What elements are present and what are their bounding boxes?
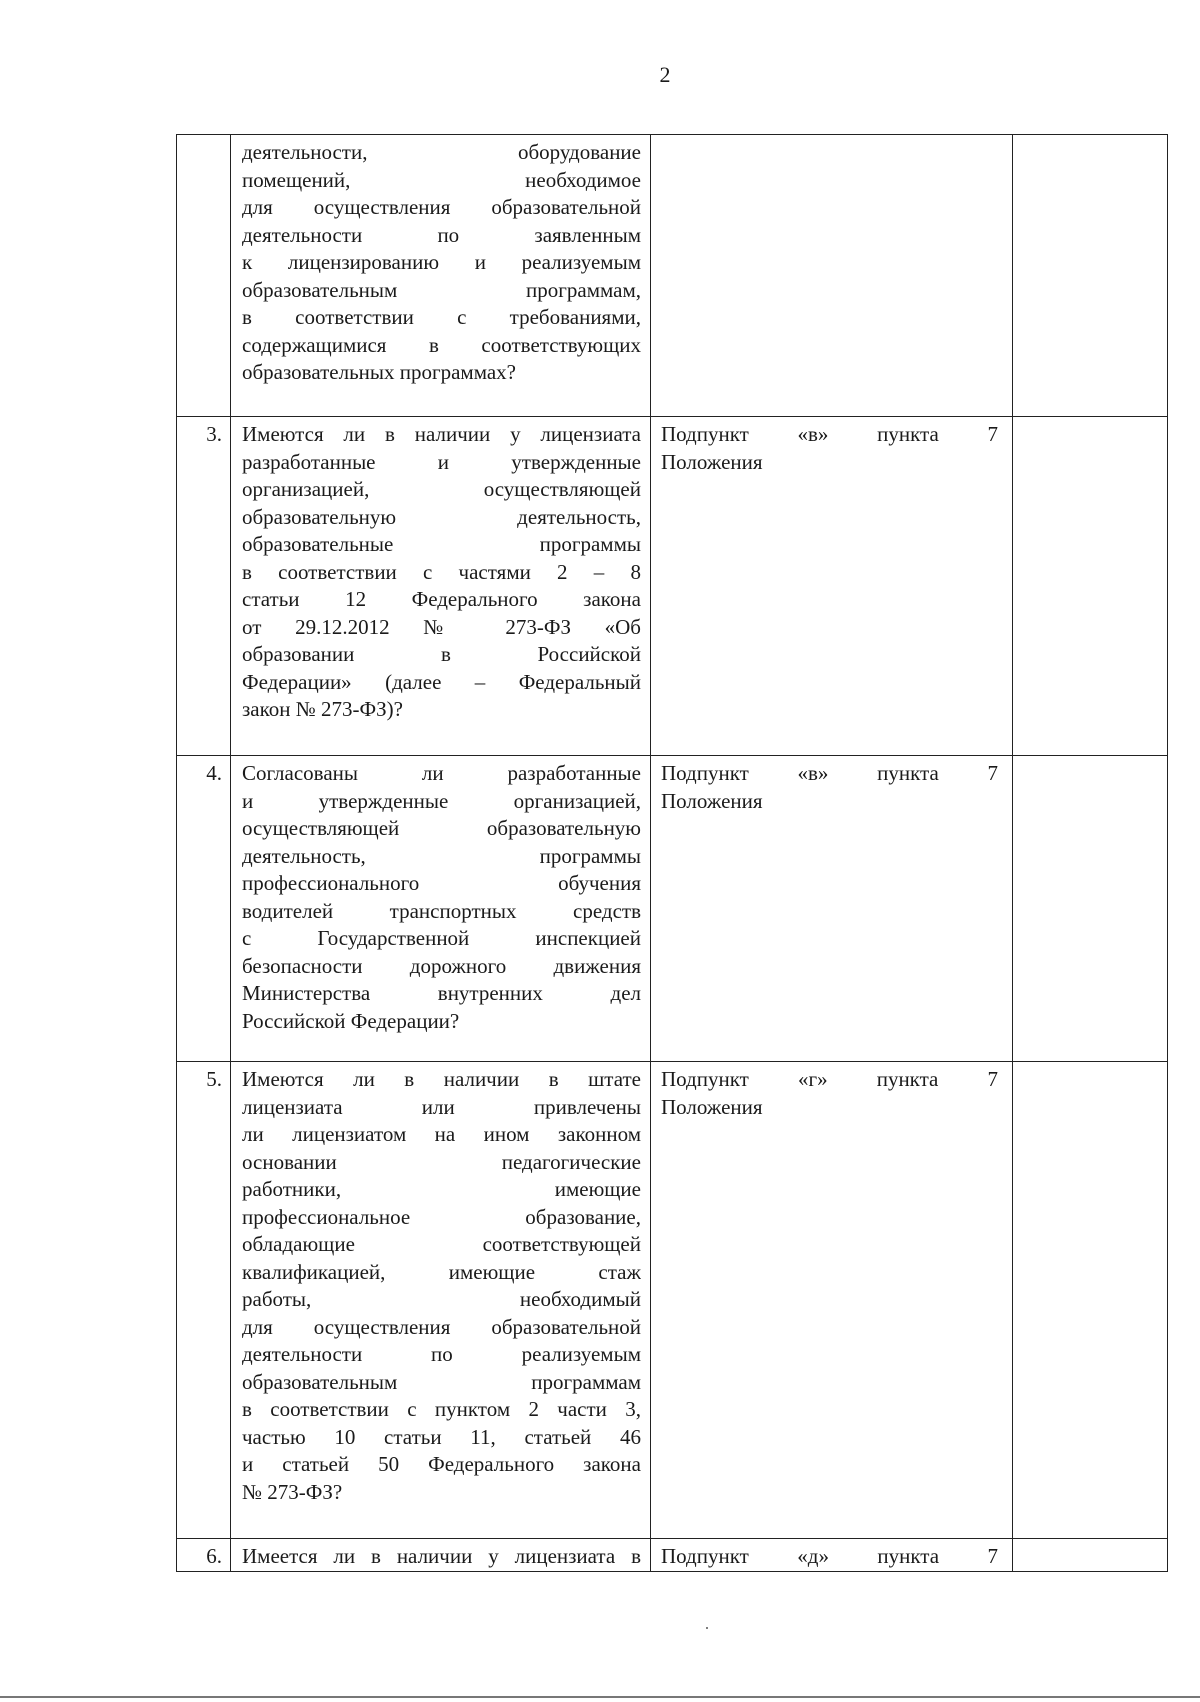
question-line: профессионального обучения	[242, 871, 641, 895]
reference-word: «в»	[797, 422, 829, 446]
reference-word: 7	[987, 422, 998, 446]
question-line: осуществляющей образовательную	[242, 816, 641, 840]
question-line: Министерства внутренних дел	[242, 981, 641, 1005]
question-line: для осуществления образовательной	[242, 1314, 641, 1339]
question-cell	[231, 756, 651, 1062]
question-line: в соответствии с требованиями,	[242, 305, 641, 329]
question-line: водителей транспортных средств	[242, 898, 641, 923]
question-line: обладающие соответствующей	[242, 1232, 641, 1256]
table-row	[177, 756, 1168, 1062]
question-line: Согласованы ли разработанные	[242, 761, 641, 785]
page-number: 2	[659, 62, 671, 87]
question-line: от 29.12.2012 № 273-ФЗ «Об	[242, 614, 641, 639]
question-line: безопасности дорожного движения	[242, 953, 641, 978]
reference-word: «г»	[797, 1067, 828, 1091]
question-line: и статьей 50 Федерального закона	[242, 1452, 641, 1476]
question-line: закон № 273-ФЗ)?	[242, 697, 403, 721]
question-line: содержащимися в соответствующих	[242, 332, 641, 357]
question-line: № 273-ФЗ?	[242, 1479, 343, 1504]
row-number: 6.	[177, 1539, 231, 1572]
row-number: 5.	[177, 1062, 231, 1539]
question-line: статьи 12 Федерального закона	[242, 587, 641, 611]
reference-cell	[651, 417, 1013, 756]
question-line: деятельности по реализуемым	[242, 1342, 641, 1366]
question-line: деятельности, оборудование	[242, 140, 641, 164]
question-line: ли лицензиатом на ином законном	[242, 1122, 641, 1146]
question-line: образовательных программах?	[242, 360, 516, 384]
question-line: в соответствии с частями 2 – 8	[242, 559, 641, 584]
reference-word: 7	[987, 761, 998, 785]
question-line: Федерации» (далее – Федеральный	[242, 669, 641, 694]
question-line: разработанные и утвержденные	[242, 449, 641, 474]
question-line: образовательные программы	[242, 532, 641, 556]
question-line: Имеются ли в наличии в штате	[242, 1067, 641, 1091]
reference-word: пункта	[876, 1067, 939, 1091]
question-line: Имеются ли в наличии у лицензиата	[242, 422, 641, 446]
question-line: с Государственной инспекцией	[242, 926, 641, 950]
row-number: 4.	[177, 756, 231, 1062]
question-line: в соответствии с пунктом 2 части 3,	[242, 1397, 641, 1421]
question-line: квалификацией, имеющие стаж	[242, 1259, 641, 1284]
reference-line	[661, 1543, 998, 1571]
question-line: образовательную деятельность,	[242, 504, 641, 529]
question-cell	[231, 1062, 651, 1539]
reference-line	[661, 1066, 998, 1094]
reference-word: Подпункт	[661, 1067, 749, 1091]
reference-document: Положения	[661, 788, 763, 813]
question-cell	[231, 417, 651, 756]
question-line: деятельности по заявленным	[242, 222, 641, 247]
table-row	[177, 135, 1168, 417]
reference-cell	[651, 1062, 1013, 1539]
question-line: профессиональное образование,	[242, 1204, 641, 1229]
reference-word: 7	[987, 1067, 998, 1091]
question-line: частью 10 статьи 11, статьей 46	[242, 1424, 641, 1449]
result-cell	[1013, 135, 1168, 417]
reference-word: пункта	[877, 1544, 940, 1568]
question-line: работы, необходимый	[242, 1287, 641, 1311]
reference-word: пункта	[877, 761, 939, 785]
table-row	[177, 1062, 1168, 1539]
question-cell	[231, 1539, 651, 1572]
result-cell	[1013, 1062, 1168, 1539]
question-line: образовательным программам,	[242, 277, 641, 302]
table-row	[177, 1539, 1168, 1572]
reference-word: 7	[987, 1544, 998, 1568]
reference-cell	[651, 756, 1013, 1062]
reference-word: Подпункт	[661, 1544, 749, 1568]
question-line: образовательным программам	[242, 1369, 641, 1394]
reference-line	[661, 421, 998, 449]
row-number: 3.	[177, 417, 231, 756]
result-cell	[1013, 417, 1168, 756]
question-line: работники, имеющие	[242, 1177, 641, 1201]
question-line: Имеется ли в наличии у лицензиата в	[242, 1544, 641, 1568]
scan-bottom-edge	[0, 1696, 1200, 1698]
result-cell	[1013, 1539, 1168, 1572]
question-cell	[231, 135, 651, 417]
scan-speck	[706, 1627, 708, 1629]
question-line: Российской Федерации?	[242, 1008, 460, 1033]
reference-word: «в»	[797, 761, 829, 785]
question-line: организацией, осуществляющей	[242, 477, 641, 501]
reference-cell	[651, 135, 1013, 417]
checklist-table	[176, 134, 1168, 1572]
question-line: деятельность, программы	[242, 843, 641, 868]
row-number	[177, 135, 231, 417]
result-cell	[1013, 756, 1168, 1062]
reference-word: «д»	[797, 1544, 829, 1568]
table-row	[177, 417, 1168, 756]
reference-word: пункта	[877, 422, 939, 446]
reference-word: Подпункт	[661, 422, 749, 446]
question-line: к лицензированию и реализуемым	[242, 250, 641, 274]
reference-document: Положения	[661, 1094, 763, 1119]
question-line: образовании в Российской	[242, 642, 641, 666]
reference-line	[661, 760, 998, 788]
question-line: основании педагогические	[242, 1149, 641, 1174]
reference-document: Положения	[661, 449, 763, 474]
question-line: для осуществления образовательной	[242, 195, 641, 219]
question-line: и утвержденные организацией,	[242, 788, 641, 813]
reference-cell	[651, 1539, 1013, 1572]
question-line: помещений, необходимое	[242, 167, 641, 192]
question-line: лицензиата или привлечены	[242, 1094, 641, 1119]
reference-word: Подпункт	[661, 761, 749, 785]
